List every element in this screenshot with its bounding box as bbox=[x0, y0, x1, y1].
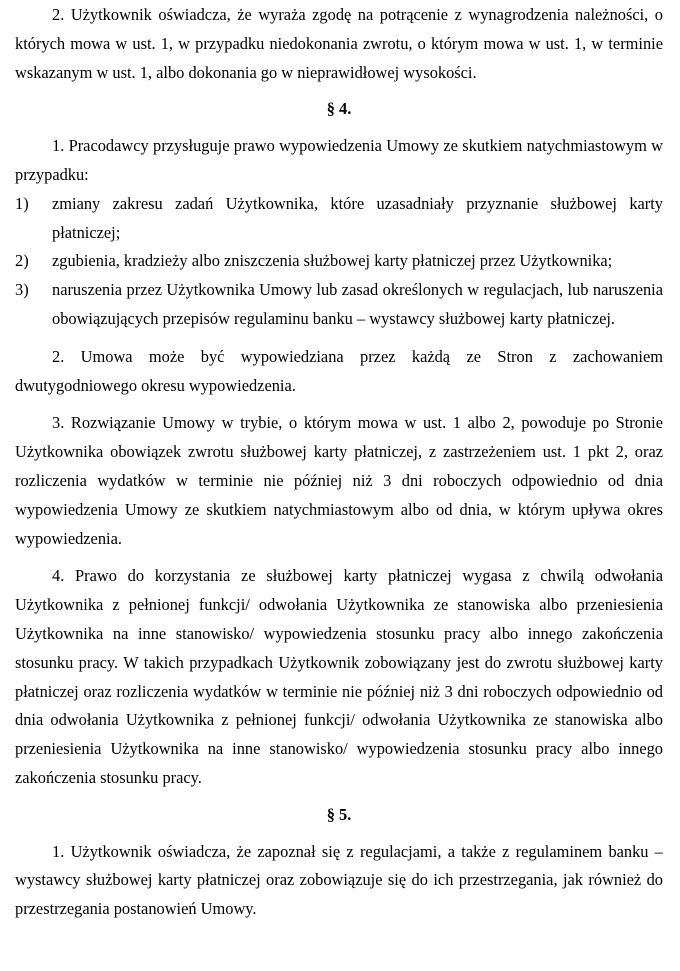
list-item bbox=[15, 247, 663, 276]
list-item-text: naruszenia przez Użytkownika Umowy lub zasad określonych w regulacjach, lub naruszenia obowiązujących przepisów regulaminu banku – wystawcy służbowej karty płatniczej. bbox=[52, 280, 663, 328]
section-4-paragraph-1: 1. Pracodawcy przysługuje prawo wypowiedzenia Umowy ze skutkiem natychmiastowym w przypadku: bbox=[15, 136, 663, 184]
list-item bbox=[15, 190, 663, 248]
section-4-paragraph-2: 2. Umowa może być wypowiedziana przez każdą ze Stron z zachowaniem dwutygodniowego okresu wypowiedzenia. bbox=[15, 346, 663, 395]
paragraph-consent: 2. Użytkownik oświadcza, że wyraża zgodę na potrącenie z wynagrodzenia należności, o których mowa w ust. 1, w przypadku niedokonania zwrotu, o którym mowa w ust. 1, w terminie wskazanym w ust. 1, albo dokonania go w nieprawidłowej wysokości. bbox=[15, 5, 663, 82]
list-item-number: 1) bbox=[15, 193, 29, 213]
section-5-paragraph-1: 1. Użytkownik oświadcza, że zapoznał się z regulacjami, a także z regulaminem banku – wystawcy służbowej karty płatniczej oraz zobowiązuje się do ich przestrzegania, jak również do przestrzegania postanowień Umowy. bbox=[15, 841, 663, 919]
section-4-paragraph-3: 3. Rozwiązanie Umowy w trybie, o którym mowa w ust. 1 albo 2, powoduje po Stronie Użytkownika obowiązek zwrotu służbowej karty płatniczej, z zastrzeżeniem ust. 1 pkt 2, oraz rozliczenia wydatków w terminie nie później niż 3 dni roboczych odpowiednio od dnia wypowiedzenia Umowy ze skutkiem natychmiastowym albo od dnia, w którym upływa okres wypowiedzenia. bbox=[15, 413, 663, 548]
section-5-heading: § 5. bbox=[326, 804, 352, 824]
section-4-heading: § 4. bbox=[326, 99, 352, 119]
list-item-number: 3) bbox=[15, 280, 29, 300]
document-page bbox=[0, 1, 680, 971]
list-item-text: zgubienia, kradzieży albo zniszczenia służbowej karty płatniczej przez Użytkownika; bbox=[52, 251, 613, 271]
termination-reasons-list bbox=[15, 190, 663, 334]
list-item-number: 2) bbox=[15, 251, 29, 271]
list-item-text: zmiany zakresu zadań Użytkownika, które uzasadniały przyznanie służbowej karty płatniczej; bbox=[52, 193, 663, 242]
list-item bbox=[15, 276, 663, 334]
section-4-paragraph-4: 4. Prawo do korzystania ze służbowej karty płatniczej wygasa z chwilą odwołania Użytkownika z pełnionej funkcji/ odwołania Użytkownika ze stanowiska albo przeniesienia Użytkownika na inne stanowisko/ wypowiedzenia stosunku pracy albo innego zakończenia stosunku pracy. W takich przypadkach Użytkownik zobowiązany jest do zwrotu służbowej karty płatniczej oraz rozliczenia wydatków w terminie nie później niż 3 dni roboczych odpowiednio od dnia odwołania Użytkownika z pełnionej funkcji/ odwołania Użytkownika ze stanowiska albo przeniesienia Użytkownika na inne stanowisko/ wypowiedzenia stosunku pracy albo innego zakończenia stosunku pracy. bbox=[15, 566, 663, 787]
